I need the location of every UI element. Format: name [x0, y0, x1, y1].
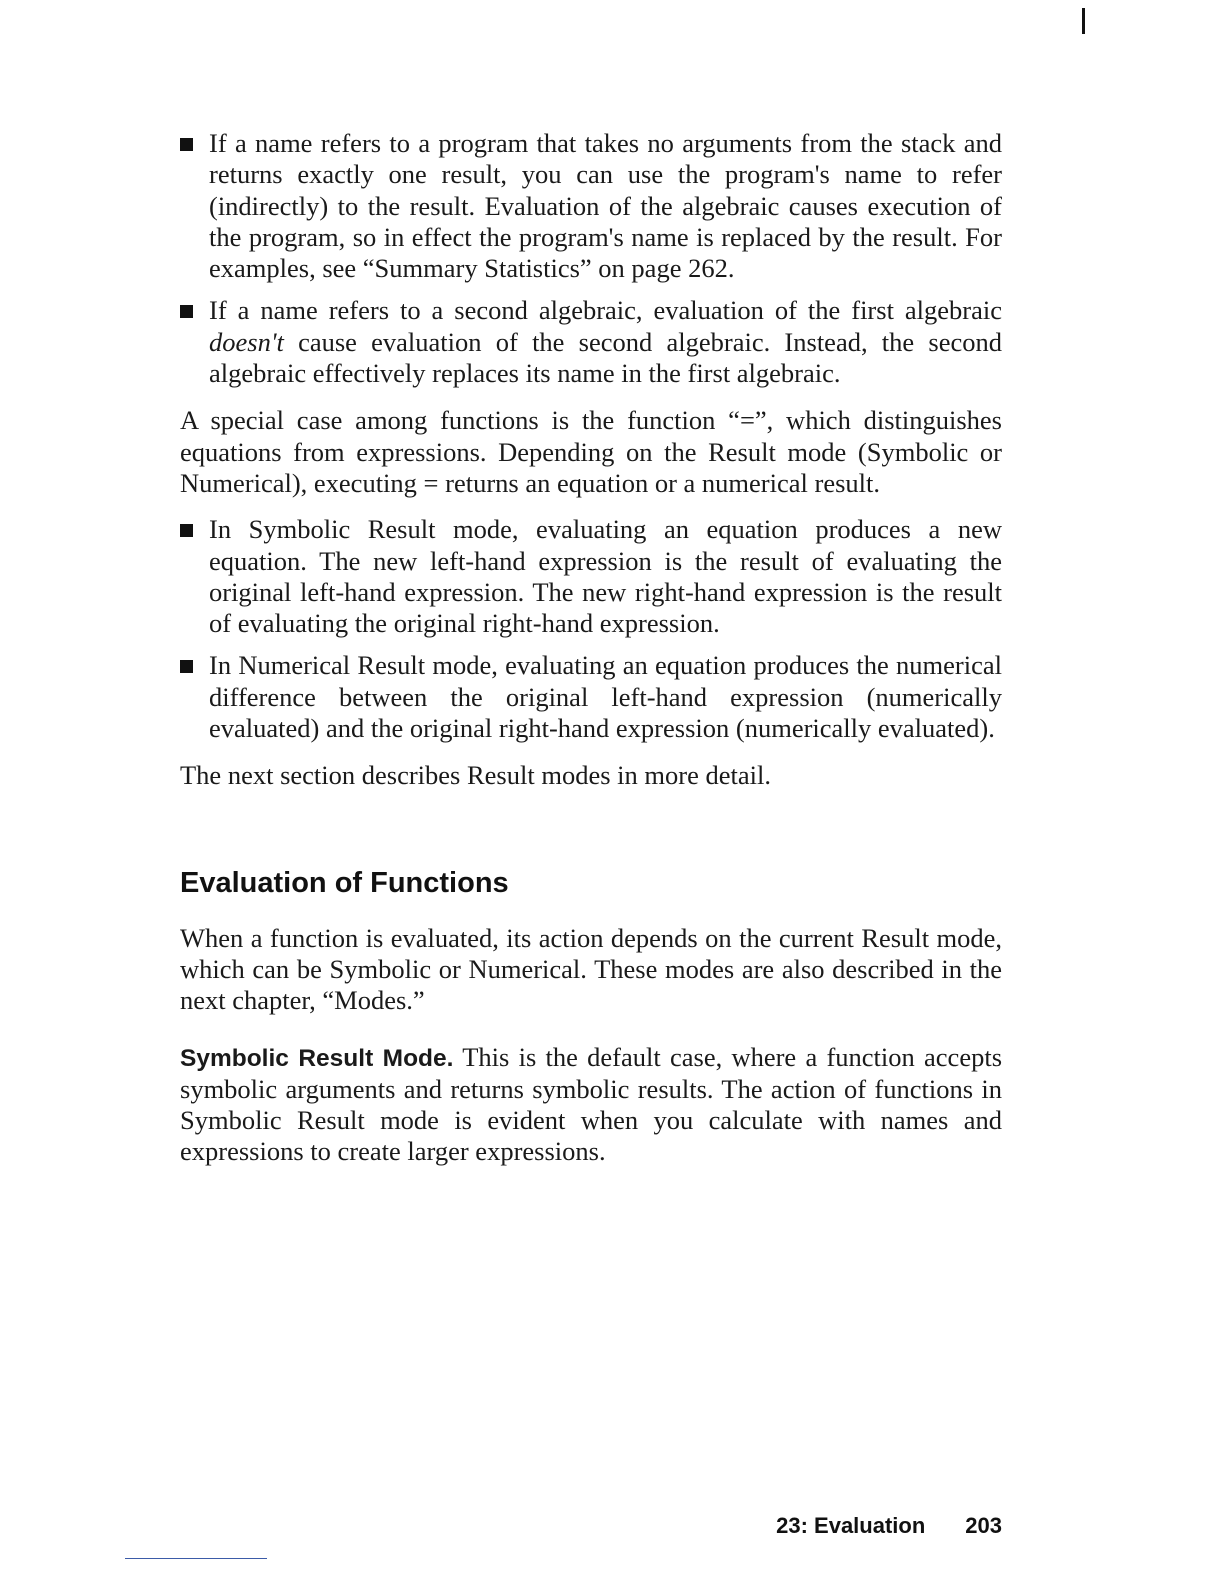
list-item — [180, 128, 1002, 284]
list-item — [180, 295, 1002, 389]
list-item — [180, 514, 1002, 639]
bullet-square-icon — [180, 524, 193, 537]
section-intro: When a function is evaluated, its action depends on the current Result mode, which can be Symbolic or Numerical. These modes are also described in the next chapter, “Modes.” — [180, 922, 1002, 1016]
symbolic-result-paragraph — [180, 1042, 1002, 1168]
paragraph-special-case: A special case among functions is the function “=”, which distinguishes equations from expressions. Depending on the Result mode (Symbolic or Numerical), executing = returns an equation or a numerical result. — [180, 405, 1002, 498]
bullet-square-icon — [180, 305, 193, 318]
bullet-list-names — [180, 128, 1002, 389]
bullet-text: If a name refers to a program that takes no arguments from the stack and returns exactly one result, you can use the program's name to refer (indirectly) to the result. Evaluation of the algebraic causes execution of the program, so in effect the program's name is replaced by the result. For examples, see “Summary Statistics” on page 262. — [209, 128, 1002, 284]
emphasis-text: doesn't — [209, 326, 284, 357]
bullet-text-before: If a name refers to a second algebraic, evaluation of the first algebraic — [209, 295, 1002, 326]
footer-chapter: 23: Evaluation — [776, 1513, 926, 1538]
bullet-square-icon — [180, 660, 193, 673]
bullet-list-modes — [180, 514, 1002, 744]
bottom-rule — [125, 1558, 267, 1559]
page-content — [180, 128, 1002, 1168]
page-footer — [180, 1512, 1002, 1540]
page-number: 203 — [965, 1513, 1002, 1538]
run-in-heading: Symbolic Result Mode. — [180, 1044, 454, 1072]
bullet-square-icon — [180, 138, 193, 151]
paragraph-next-section: The next section describes Result modes in more detail. — [180, 760, 771, 791]
bullet-text-after: cause evaluation of the second algebraic. Instead, the second algebraic effectively replaces its name in the first algebraic. — [209, 326, 1002, 389]
section-heading: Evaluation of Functions — [180, 866, 509, 899]
margin-mark — [1082, 8, 1085, 34]
bullet-text: In Symbolic Result mode, evaluating an equation produces a new equation. The new left-hand expression is the result of evaluating the original left-hand expression. The new right-hand expression is the result of evaluating the original right-hand expression. — [209, 514, 1002, 639]
bullet-text: In Numerical Result mode, evaluating an equation produces the numerical difference between the original left-hand expression (numerically evaluated) and the original right-hand expression (numerically evaluated). — [209, 650, 1002, 744]
symbolic-result-text: This is the default case, where a function accepts symbolic arguments and returns symbolic results. The action of functions in Symbolic Result mode is evident when you calculate with names and expressions to create larger expressions. — [180, 1041, 1003, 1167]
list-item — [180, 650, 1002, 744]
